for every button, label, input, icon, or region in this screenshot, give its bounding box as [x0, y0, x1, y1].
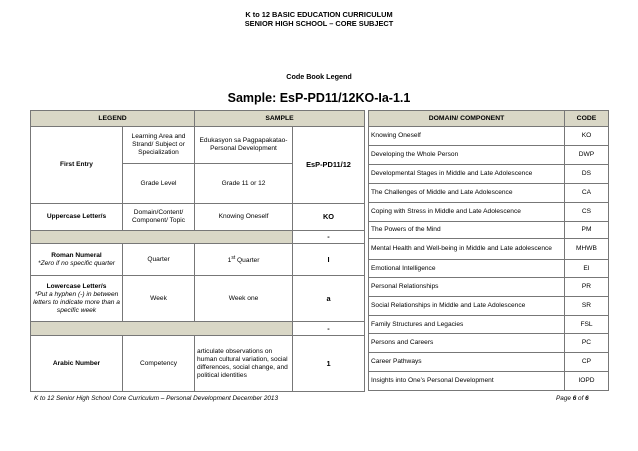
uppercase-label: Uppercase Letter/s: [31, 204, 123, 231]
roman-numeral-sample: [195, 244, 293, 276]
quarter-ordinal-suffix: st: [231, 254, 236, 261]
uppercase-code: KO: [293, 204, 365, 231]
lowercase-sample: Week one: [195, 276, 293, 322]
roman-numeral-label-cell: [31, 244, 123, 276]
domain-row: [369, 165, 609, 184]
domain-row: [369, 203, 609, 222]
separator-row-2: [31, 322, 365, 336]
domain-row: [369, 372, 609, 391]
domain-table-body: [369, 127, 609, 391]
uppercase-description: Domain/Content/ Component/ Topic: [123, 204, 195, 231]
sample-code-heading: Sample: EsP-PD11/12KO-Ia-1.1: [227, 91, 411, 105]
domain-code: PR: [565, 278, 609, 297]
arabic-number-description: Competency: [123, 336, 195, 392]
roman-numeral-row: [31, 244, 365, 276]
domain-name: Developmental Stages in Middle and Late Adolescence: [369, 165, 565, 184]
lowercase-note: *Put a hyphen (-) in between letters to indicate more than a specific week: [33, 290, 120, 314]
domain-code: CP: [565, 353, 609, 372]
domain-name: Mental Health and Well-being in Middle and Late adolescence: [369, 239, 565, 260]
domain-code: DS: [565, 165, 609, 184]
roman-numeral-description: Quarter: [123, 244, 195, 276]
legend-column-header: LEGEND: [31, 111, 195, 127]
domain-code: PM: [565, 222, 609, 239]
quarter-number: 1: [227, 257, 232, 265]
first-entry-row-1: [31, 127, 365, 164]
domain-header-row: [369, 111, 609, 127]
domain-name: Persons and Careers: [369, 334, 565, 353]
domain-name: Knowing Oneself: [369, 127, 565, 146]
domain-name: Developing the Whole Person: [369, 146, 565, 165]
domain-code: MHWB: [565, 239, 609, 260]
footer-document-title: K to 12 Senior High School Core Curriculum – Personal Development December 2013: [34, 395, 279, 402]
domain-row: [369, 184, 609, 203]
lowercase-row: [31, 276, 365, 322]
domain-code: FSL: [565, 316, 609, 334]
page-prefix: Page: [556, 395, 573, 402]
domain-row: [369, 316, 609, 334]
domain-row: [369, 146, 609, 165]
lowercase-description: Week: [123, 276, 195, 322]
quarter-word: Quarter: [235, 257, 260, 265]
separator-hyphen-2: -: [293, 322, 365, 336]
separator-shade-1: [31, 231, 293, 244]
domain-name: The Challenges of Middle and Late Adolescence: [369, 184, 565, 203]
domain-name: Family Structures and Legacies: [369, 316, 565, 334]
roman-numeral-note: *Zero if no specific quarter: [38, 259, 115, 267]
roman-numeral-code: I: [293, 244, 365, 276]
domain-row: [369, 260, 609, 278]
separator-shade-2: [31, 322, 293, 336]
first-entry-label: First Entry: [31, 127, 123, 204]
first-entry-code: EsP-PD11/12: [293, 127, 365, 204]
curriculum-title: K to 12 BASIC EDUCATION CURRICULUM: [245, 10, 393, 19]
domain-code: DWP: [565, 146, 609, 165]
current-page: 6: [572, 395, 577, 402]
separator-hyphen-1: -: [293, 231, 365, 244]
first-entry-description-2: Grade Level: [123, 164, 195, 204]
domain-name: Social Relationships in Middle and Late Adolescence: [369, 297, 565, 316]
arabic-number-row: [31, 336, 365, 392]
total-pages: 6: [585, 395, 589, 402]
lowercase-label-cell: [31, 276, 123, 322]
domain-column-header: DOMAIN/ COMPONENT: [369, 111, 565, 127]
domain-component-table: [368, 110, 609, 391]
arabic-number-sample: articulate observations on human cultural variation, social differences, social change, and political identities: [195, 336, 293, 392]
domain-name: Personal Relationships: [369, 278, 565, 297]
curriculum-subtitle: SENIOR HIGH SCHOOL – CORE SUBJECT: [244, 19, 394, 28]
domain-code: KO: [565, 127, 609, 146]
domain-code: IOPD: [565, 372, 609, 391]
domain-row: [369, 278, 609, 297]
first-entry-description-1: Learning Area and Strand/ Subject or Specialization: [123, 127, 195, 164]
lowercase-code: a: [293, 276, 365, 322]
domain-row: [369, 353, 609, 372]
domain-name: Coping with Stress in Middle and Late Adolescence: [369, 203, 565, 222]
roman-numeral-label: Roman Numeral: [51, 251, 102, 259]
domain-row: [369, 239, 609, 260]
first-entry-sample-1: Edukasyon sa Pagpapakatao-Personal Development: [195, 127, 293, 164]
legend-heading: Code Book Legend: [286, 72, 352, 81]
arabic-number-code: 1: [293, 336, 365, 392]
domain-code: CS: [565, 203, 609, 222]
domain-name: Emotional Intelligence: [369, 260, 565, 278]
domain-code: SR: [565, 297, 609, 316]
legend-table: [30, 110, 365, 392]
lowercase-label: Lowercase Letter/s: [46, 282, 107, 290]
legend-header-row: [31, 111, 365, 127]
code-column-header: CODE: [565, 111, 609, 127]
domain-code: CA: [565, 184, 609, 203]
first-entry-sample-2: Grade 11 or 12: [195, 164, 293, 204]
domain-name: The Powers of the Mind: [369, 222, 565, 239]
sample-column-header: SAMPLE: [195, 111, 365, 127]
separator-row-1: [31, 231, 365, 244]
domain-code: EI: [565, 260, 609, 278]
arabic-number-label: Arabic Number: [31, 336, 123, 392]
page-separator: of: [576, 395, 586, 402]
domain-row: [369, 222, 609, 239]
domain-code: PC: [565, 334, 609, 353]
domain-name: Insights into One’s Personal Development: [369, 372, 565, 391]
uppercase-sample: Knowing Oneself: [195, 204, 293, 231]
footer-page-number: [556, 395, 589, 402]
domain-row: [369, 127, 609, 146]
uppercase-row: [31, 204, 365, 231]
domain-name: Career Pathways: [369, 353, 565, 372]
domain-row: [369, 297, 609, 316]
domain-row: [369, 334, 609, 353]
